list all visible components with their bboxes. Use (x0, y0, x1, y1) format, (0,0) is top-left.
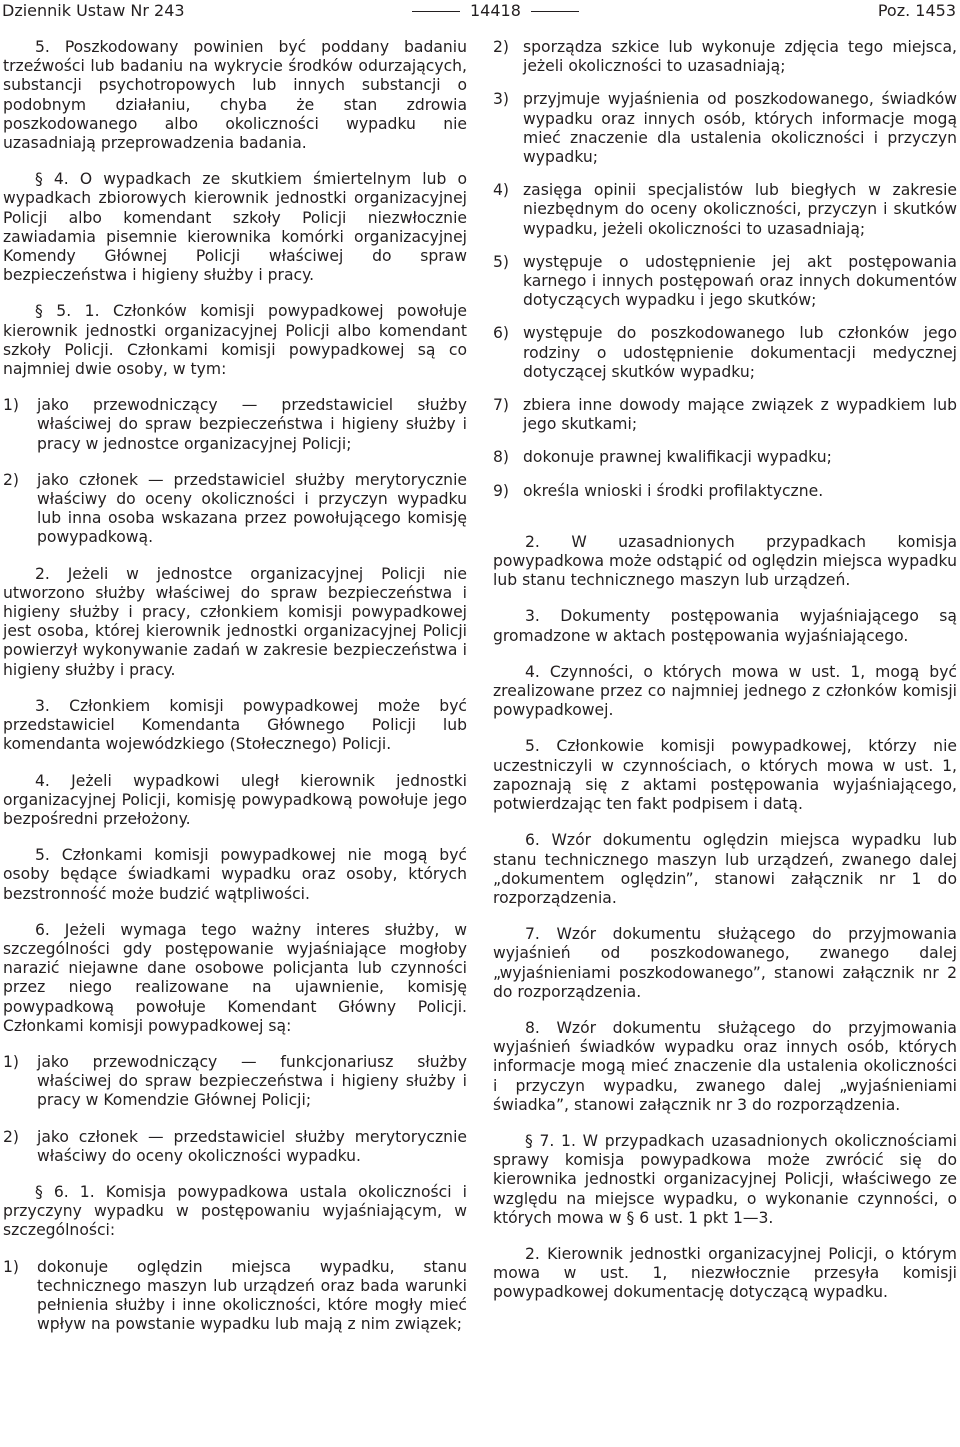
paragraph-section-7: § 7. 1. W przypadkach uzasadnionych okolicznościami sprawy komisja powypadkowa może zwrócić się do kierownika jednostki organizacyjnej Policji, właściwego ze względu na miejsce wypadku, o wykonanie czynności, o których mowa w § 6 ust. 1 pkt 1—3. (493, 1131, 957, 1227)
page-number-text: 14418 (470, 1, 521, 20)
list-item-number: 8) (493, 448, 510, 467)
list-item-text: przyjmuje wyjaśnienia od poszkodowanego, świadków wypadku oraz innych osób, których informacje mogą mieć znaczenie dla ustalenia okoliczności i przyczyn wypadku; (523, 90, 957, 167)
list-item-text: jako przewodniczący — przedstawiciel służby właściwej do spraw bezpieczeństwa i higieny służby i pracy w jednostce organizacyjnej Policji; (37, 396, 467, 453)
right-column (493, 38, 957, 1320)
list-item-number: 2) (493, 38, 510, 56)
dash-right (531, 11, 579, 12)
list-item-number: 9) (493, 481, 510, 500)
list-item (493, 448, 957, 467)
paragraph: 7. Wzór dokumentu służącego do przyjmowania wyjaśnień od poszkodowanego, zwanego dalej „wyjaśnieniami poszkodowanego”, stanowi załącznik nr 2 do rozporządzenia. (493, 925, 957, 1001)
list-item-number: 2) (3, 1127, 20, 1146)
paragraph: 4. Czynności, o których mowa w ust. 1, mogą być zrealizowane przez co najmniej jednego z członków komisji powypadkowej. (493, 662, 957, 720)
list-item (493, 90, 957, 167)
page-header (0, 0, 960, 30)
list-item-number: 4) (493, 181, 510, 200)
paragraph: 4. Jeżeli wypadkowi uległ kierownik jednostki organizacyjnej Policji, komisję powypadkową powołuje jego bezpośredni przełożony. (3, 771, 467, 828)
paragraph: 8. Wzór dokumentu służącego do przyjmowania wyjaśnień świadków wypadku oraz innych osób, których informacje mogą mieć znaczenie dla ustalenia okoliczności i przyczyn wypadku, zwanego dalej „wyjaśnieniami świadka”, stanowi załącznik nr 3 do rozporządzenia. (493, 1018, 957, 1114)
list-item-text: sporządza szkice lub wykonuje zdjęcia tego miejsca, jeżeli okoliczności to uzasadniają; (523, 38, 957, 76)
list-item (3, 471, 467, 548)
list-item (3, 396, 467, 454)
list-item-number: 7) (493, 396, 510, 415)
list-item-number: 3) (493, 90, 510, 109)
list-item-text: zasięga opinii specjalistów lub biegłych w zakresie niezbędnym do oceny okoliczności, przyczyn i skutków wypadku, jeżeli okoliczności to uzasadniają; (523, 181, 957, 238)
paragraph: 2. W uzasadnionych przypadkach komisja powypadkowa może odstąpić od oględzin miejsca wypadku lub stanu technicznego maszyn lub urządzeń. (493, 532, 957, 590)
paragraph: 2. Kierownik jednostki organizacyjnej Policji, o którym mowa w ust. 1, niezwłocznie przesyła komisji powypadkowej dokumentację dotyczącą wypadku. (493, 1244, 957, 1302)
list-item-text: jako członek — przedstawiciel służby merytorycznie właściwy do oceny okoliczności i przyczyn wypadku lub inna osoba wskazana przez powołującego komisję powypadkową. (37, 470, 467, 547)
paragraph: 2. Jeżeli w jednostce organizacyjnej Policji nie utworzono służby właściwej do spraw bezpieczeństwa i higieny służby i pracy, członkiem komisji powypadkowej jest osoba, której kierownik jednostki organizacyjnej Policji powierzył wykonywanie zadań w zakresie bezpieczeństwa i higieny służby i pracy. (3, 564, 467, 679)
list-item (493, 38, 957, 76)
paragraph-section-6: § 6. 1. Komisja powypadkowa ustala okoliczności i przyczyny wypadku w postępowaniu wyjaśniającym, w szczególności: (3, 1182, 467, 1240)
list-item (493, 324, 957, 382)
list-item (3, 1128, 467, 1166)
left-column (3, 38, 467, 1351)
paragraph: 6. Jeżeli wymaga tego ważny interes służby, w szczególności gdy postępowanie wyjaśniające mogłoby narazić niejawne dane osobowe policjanta lub czynności przez niego realizowane na ujawnienie, komisję powypadkową powołuje Komendant Główny Policji. Członkami komisji powypadkowej są: (3, 920, 467, 1035)
journal-title: Dziennik Ustaw Nr 243 (2, 1, 185, 20)
paragraph: 5. Członkami komisji powypadkowej nie mogą być osoby będące świadkami wypadku oraz osoby, których bezstronność może budzić wątpliwości. (3, 846, 467, 903)
list-item (3, 1053, 467, 1111)
paragraph: 6. Wzór dokumentu oględzin miejsca wypadku lub stanu technicznego maszyn lub urządzeń, zwanego dalej „dokumentem oględzin”, stanowi załącznik nr 1 do rozporządzenia. (493, 831, 957, 907)
list-item-text: jako członek — przedstawiciel służby merytorycznie właściwy do oceny okoliczności wypadku. (37, 1127, 467, 1165)
list-item (493, 181, 957, 239)
list-item-number: 2) (3, 470, 20, 489)
list-item-number: 6) (493, 324, 510, 343)
list-item-text: dokonuje prawnej kwalifikacji wypadku; (523, 448, 832, 467)
list-item-text: występuje do poszkodowanego lub członków jego rodziny o udostępnienie dokumentacji medycznej dotyczącej skutków wypadku; (523, 324, 957, 381)
list-item (3, 1258, 467, 1335)
list-item (493, 253, 957, 311)
page-number (402, 1, 589, 21)
paragraph-section-4: § 4. O wypadkach ze skutkiem śmiertelnym lub o wypadkach zbiorowych kierownik jednostki organizacyjnej Policji albo komendant szkoły Policji niezwłocznie zawiadamia pisemnie kierownika komórki organizacyjnej Komendy Głównej Policji właściwej do spraw bezpieczeństwa i higieny służby i pracy. (3, 170, 467, 285)
list-item-text: występuje o udostępnienie jej akt postępowania karnego i innych postępowań oraz innych dokumentów dotyczących wypadku i jego skutków; (523, 252, 957, 310)
paragraph-section-5: § 5. 1. Członków komisji powypadkowej powołuje kierownik jednostki organizacyjnej Policji albo komendant szkoły Policji. Członkami komisji powypadkowej są co najmniej dwie osoby, w tym: (3, 302, 467, 379)
list-item-text: określa wnioski i środki profilaktyczne. (523, 481, 824, 500)
paragraph: 3. Dokumenty postępowania wyjaśniającego są gromadzone w aktach postępowania wyjaśniającego. (493, 607, 957, 645)
list-item (493, 396, 957, 434)
list-item-text: zbiera inne dowody mające związek z wypadkiem lub jego skutkami; (523, 396, 957, 434)
paragraph: 5. Członkowie komisji powypadkowej, którzy nie uczestniczyli w czynnościach, o których mowa w ust. 1, zapoznają się z aktami postępowania wyjaśniającego, potwierdzając ten fakt podpisem i datą. (493, 737, 957, 814)
paragraph: 5. Poszkodowany powinien być poddany badaniu trzeźwości lub badaniu na wykrycie środków odurzających, substancji psychotropowych lub innych substancji o podobnym działaniu, chyba że stan zdrowia poszkodowanego albo okoliczności wypadku nie uzasadniają przeprowadzenia badania. (3, 38, 467, 153)
list-item-number: 1) (3, 1257, 20, 1276)
list-item (493, 482, 957, 501)
list-item-text: jako przewodniczący — funkcjonariusz służby właściwej do spraw bezpieczeństwa i higieny służby i pracy w Komendzie Głównej Policji; (37, 1052, 467, 1110)
list-item-text: dokonuje oględzin miejsca wypadku, stanu technicznego maszyn lub urządzeń oraz bada warunki pełnienia służby i inne okoliczności, które mogły mieć wpływ na powstanie wypadku lub mają z nim związek; (37, 1257, 467, 1334)
list-item-number: 5) (493, 252, 510, 271)
list-item-number: 1) (3, 396, 20, 415)
position-label: Poz. 1453 (877, 1, 956, 20)
list-item-number: 1) (3, 1052, 20, 1071)
paragraph: 3. Członkiem komisji powypadkowej może być przedstawiciel Komendanta Głównego Policji lub komendanta wojewódzkiego (Stołecznego) Policji. (3, 696, 467, 754)
dash-left (412, 11, 460, 12)
